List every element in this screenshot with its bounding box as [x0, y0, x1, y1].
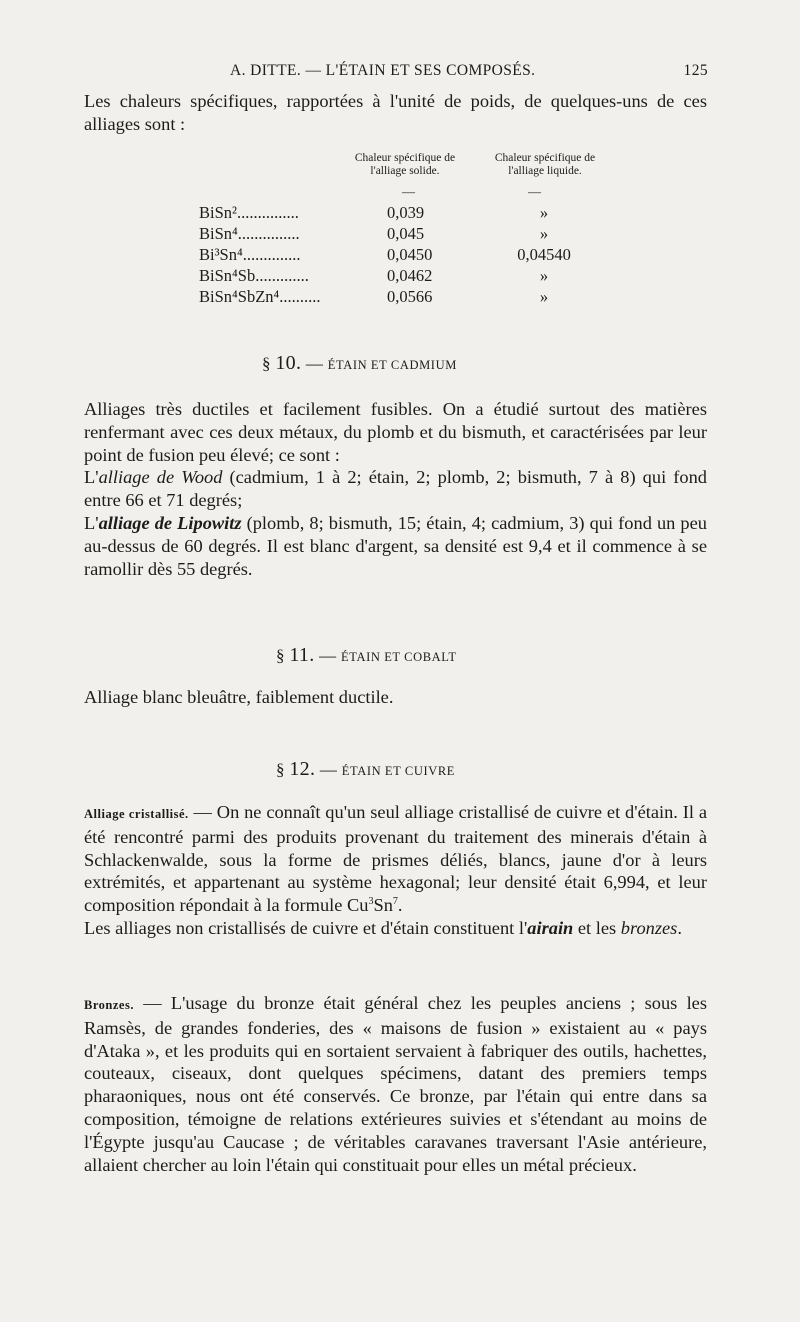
table-row: [199, 265, 599, 287]
p1-sup-7: 7: [392, 896, 398, 908]
bronzes-paragraph: [84, 992, 707, 1176]
section-10-p1: Alliages très ductiles et facilement fusibles. On a étudié surtout des matières renfermant avec ces deux métaux, du plomb et du bismuth, et caractérisées par leur point de fusion peu élevé; ce sont :: [84, 399, 707, 465]
table-row: [199, 223, 599, 245]
p1-text-a: — On ne connaît qu'un seul alliage cristallisé de cuivre et d'étain. Il a été rencontré parmi des produits provenant du traitement des minerais d'étain à Schlackenwalde, sous la forme de prismes déliés, blancs, jaune d'or à leurs extrémités, et appartenant au système hexagonal; leur densité était 6,994, et leur composition répondait à la formule Cu: [84, 802, 708, 916]
p2-text-a: Les alliages non cristallisés de cuivre et d'étain constituent l': [84, 917, 528, 938]
runin-alliage-cristallise: Alliage cristallisé.: [84, 807, 189, 821]
row-liquid-value: »: [539, 203, 549, 222]
p1-text-c: .: [397, 895, 403, 916]
row-solid-value: 0,039: [387, 203, 425, 222]
section-sign: §: [276, 760, 285, 779]
lipowitz-alloy-name: alliage de Lipowitz: [98, 512, 242, 533]
airain-term: airain: [527, 917, 574, 938]
section-10-p2: [84, 466, 707, 512]
row-formula: BiSn⁴Sb.............: [199, 266, 309, 285]
p2-text-b: et les: [573, 917, 621, 938]
section-11-p1: Alliage blanc bleuâtre, faiblement ductile.: [84, 687, 394, 707]
section-12-body: [84, 801, 707, 940]
section-10-heading: [262, 352, 457, 375]
row-solid-value: 0,0566: [387, 287, 433, 306]
section-number: 10.: [275, 352, 302, 374]
table-dash-liquid: —: [528, 184, 541, 199]
section-11-heading: [276, 644, 457, 667]
p3-article: L': [84, 512, 99, 533]
page-number: 125: [683, 62, 708, 79]
section-dash: —: [305, 354, 324, 373]
p1-sup-3: 3: [368, 896, 374, 908]
running-title: A. DITTE. — L'ÉTAIN ET SES COMPOSÉS.: [230, 62, 536, 79]
row-formula: BiSn⁴SbZn⁴..........: [199, 287, 321, 306]
table-dash-solid: —: [402, 184, 415, 199]
section-number: 11.: [289, 644, 315, 666]
row-solid-value: 0,0450: [387, 245, 433, 264]
bronzes-text: — L'usage du bronze était général chez les peuples anciens ; sous les Ramsès, de grandes fonderies, des « maisons de fusion » existaient au « pays d'Ataka », et les produits qui en sortaient servaient à fabriquer des outils, hachettes, couteaux, ciseaux, dont quelques spécimens, datant des premiers temps pharaoniques, nous ont été conservés. Ce bronze, par l'étain qui entre dans sa composition, témoigne de relations extérieures suivies et s'étendant au moins de l'Égypte jusqu'au Caucase ; de véritables caravanes traversant l'Asie antérieure, allaient chercher au loin l'étain qui constituait pour elles un métal précieux.: [84, 993, 707, 1175]
section-dash: —: [319, 760, 338, 779]
p1-text-b: Sn: [373, 895, 393, 916]
row-liquid-value: 0,04540: [517, 245, 571, 264]
section-12-heading: [276, 758, 455, 781]
section-title: ÉTAIN ET CUIVRE: [341, 764, 456, 778]
section-10-body: [84, 398, 707, 580]
row-formula: BiSn⁴...............: [199, 224, 300, 243]
runin-bronzes: Bronzes.: [84, 998, 134, 1012]
section-title: ÉTAIN ET CADMIUM: [327, 358, 457, 372]
table-row: [199, 244, 599, 266]
intro-paragraph: [84, 90, 707, 136]
section-sign: §: [262, 354, 271, 373]
row-formula: Bi³Sn⁴..............: [199, 245, 301, 264]
col-header-solid: Chaleur spécifique de l'alliage solide.: [354, 152, 456, 177]
section-11-body: [84, 686, 707, 709]
section-sign: §: [276, 646, 285, 665]
table-row: [199, 286, 599, 308]
row-formula: BiSn²...............: [199, 203, 299, 222]
section-10-p3: [84, 512, 707, 580]
p2-rest: (cadmium, 1 à 2; étain, 2; plomb, 2; bismuth, 7 à 8) qui fond entre 66 et 71 degrés;: [84, 467, 707, 511]
row-solid-value: 0,045: [387, 224, 425, 243]
section-title: ÉTAIN ET COBALT: [340, 650, 457, 664]
section-number: 12.: [289, 758, 316, 780]
bronzes-term: bronzes: [620, 917, 678, 938]
section-12-p1: [84, 801, 707, 917]
section-dash: —: [319, 646, 337, 665]
col-header-liquid: Chaleur spécifique de l'alliage liquide.: [494, 152, 596, 177]
row-liquid-value: »: [539, 266, 549, 285]
bronzes-p: [84, 992, 707, 1176]
p3-rest: (plomb, 8; bismuth, 15; étain, 4; cadmium, 3) qui fond un peu au-dessus de 60 degrés. Il est blanc d'argent, sa densité est 9,4 et il commence à se ramollir dès 55 degrés.: [84, 512, 707, 579]
row-liquid-value: »: [539, 287, 549, 306]
p2-text-c: .: [677, 917, 682, 938]
p2-article: L': [84, 467, 99, 488]
wood-alloy-name: alliage de Wood: [98, 467, 223, 488]
row-liquid-value: »: [539, 224, 549, 243]
intro-text: Les chaleurs spécifiques, rapportées à l'unité de poids, de quelques-uns de ces alliages sont :: [84, 91, 707, 134]
section-12-p2: [84, 917, 707, 940]
table-row: [199, 202, 599, 224]
row-solid-value: 0,0462: [387, 266, 433, 285]
